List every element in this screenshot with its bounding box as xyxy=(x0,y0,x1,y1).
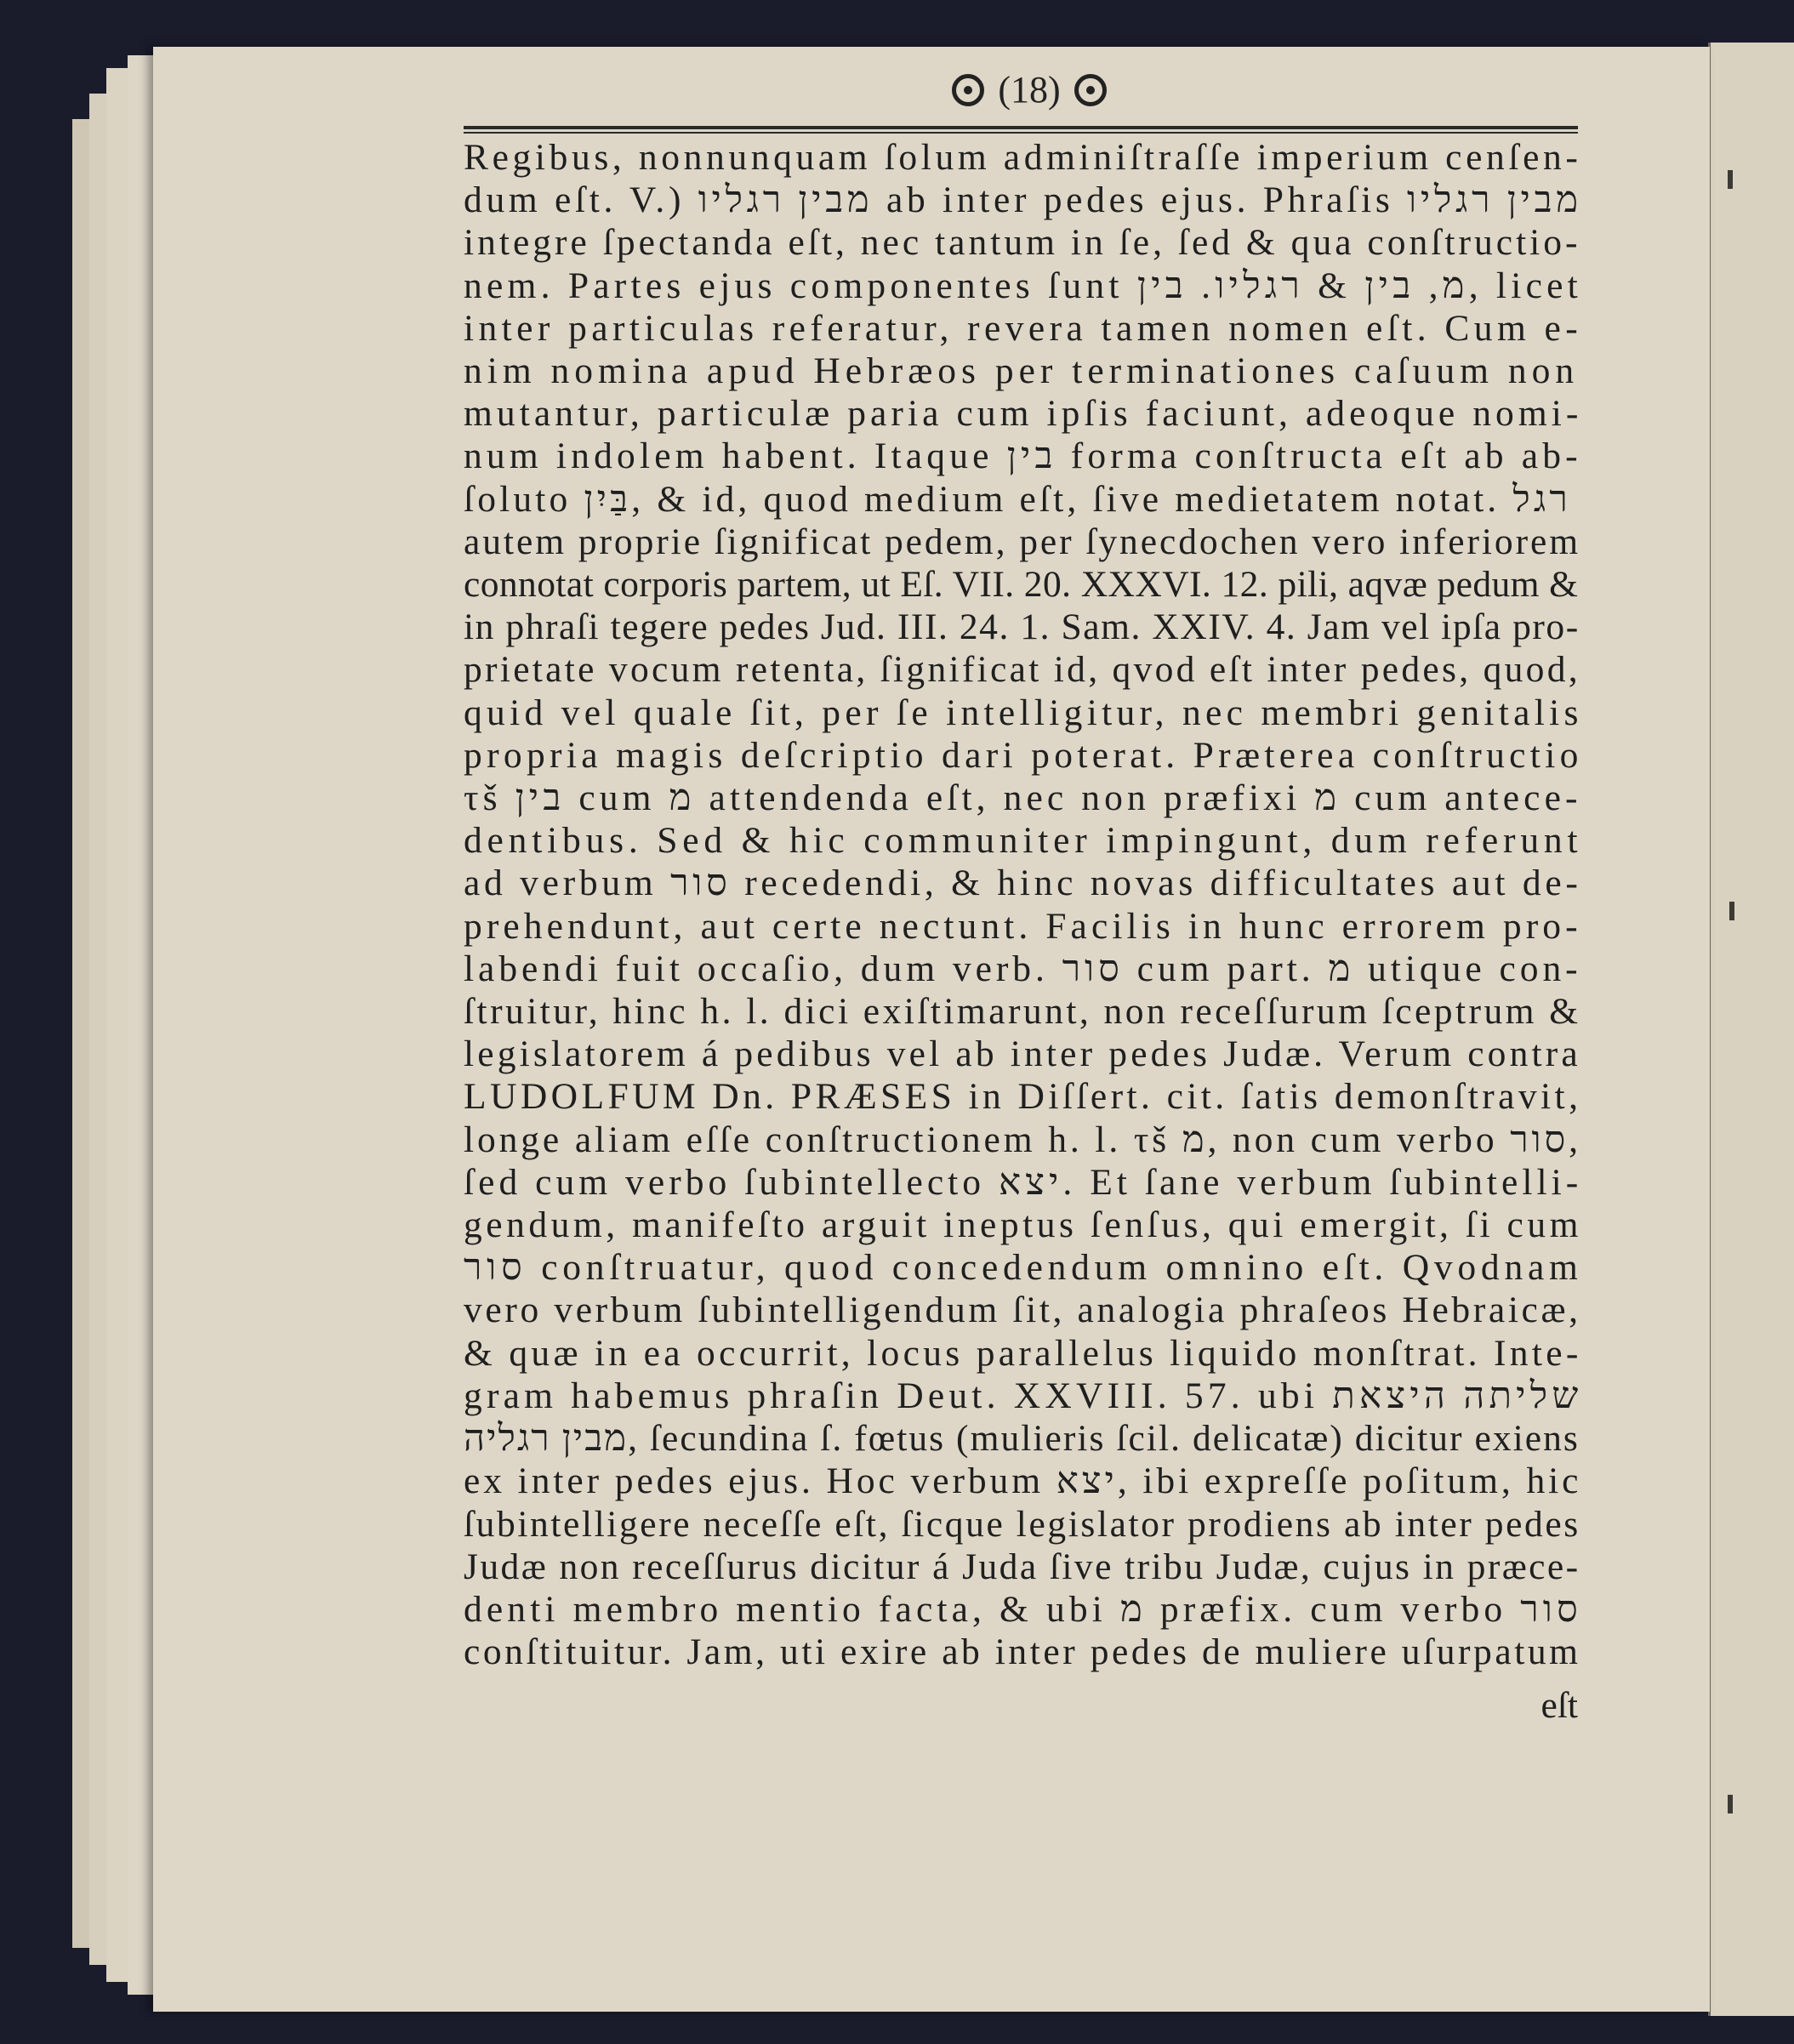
text-line: integre ſpectanda eſt, nec tantum in ſe, ſed & qua conſtructio- xyxy=(464,222,1581,264)
text-line: num indolem habent. Itaque בין forma conſtructa eſt ab ab- xyxy=(464,436,1582,477)
text-line: dum eſt. V.) מבין רגליו ab inter pedes ejus. Phraſis מבין רגליו xyxy=(464,179,1582,221)
text-line: quid vel quale ſit, per ſe intelligitur, nec membri genitalis xyxy=(464,692,1583,733)
text-line: dentibus. Sed & hic communiter impingunt, dum referunt xyxy=(464,820,1583,862)
text-line: ſoluto בַּיִן, & id, quod medium eſt, ſive medietatem notat. רגל xyxy=(464,478,1571,520)
text-line: longe aliam eſſe conſtructionem h. l. τš מ, non cum verbo סור, xyxy=(464,1119,1581,1160)
rosette-ornament-icon xyxy=(952,74,984,106)
text-line: gram habemus phraſin Deut. XXVIII. 57. ubi שליתה היצאת xyxy=(464,1375,1583,1416)
facing-page-mark xyxy=(1729,902,1734,920)
text-line: connotat corporis partem, ut Eſ. VII. 20. XXXVI. 12. pili, aqvæ pedum & xyxy=(464,564,1579,606)
text-line: Judæ non receſſurus dicitur á Juda ſive tribu Judæ, cujus in præce- xyxy=(464,1546,1580,1587)
text-line: ad verbum סור recedendi, & hinc novas difficultates aut de- xyxy=(464,863,1582,904)
text-line: vero verbum ſubintelligendum ſit, analogia phraſeos Hebraicæ, xyxy=(464,1290,1581,1331)
facing-page-edge xyxy=(1708,43,1794,2016)
text-line: ſubintelligere neceſſe eſt, ſicque legislator prodiens ab inter pedes xyxy=(464,1503,1580,1545)
catchword: eſt xyxy=(1541,1685,1578,1726)
facing-page-mark xyxy=(1728,170,1733,189)
text-line: labendi fuit occaſio, dum verb. סור cum part. מ utique con- xyxy=(464,948,1582,989)
rosette-ornament-icon xyxy=(1074,74,1107,106)
text-line: ex inter pedes ejus. Hoc verbum יצא, ibi expreſſe poſitum, hic xyxy=(464,1460,1582,1502)
text-line: LUDOLFUM Dn. PRÆSES in Diſſert. cit. ſatis demonſtravit, xyxy=(464,1076,1582,1118)
text-line: propria magis deſcriptio dari poterat. Præterea conſtructio xyxy=(464,734,1583,776)
page-header xyxy=(919,68,1140,128)
text-line: τš בין cum מ attendenda eſt, nec non præfixi מ cum antece- xyxy=(464,777,1582,819)
page-number: (18) xyxy=(998,69,1061,111)
text-line: gendum, manifeſto arguit ineptus ſenſus, qui emergit, ſi cum xyxy=(464,1204,1582,1246)
text-line: in phraſi tegere pedes Jud. III. 24. 1. Sam. XXIV. 4. Jam vel ipſa pro- xyxy=(464,606,1580,648)
text-line: denti membro mentio facta, & ubi מ præfix. cum verbo סור xyxy=(464,1588,1582,1630)
text-line: ſed cum verbo ſubintellecto יצא. Et ſane verbum ſubintelli- xyxy=(464,1161,1583,1203)
text-line: nim nomina apud Hebræos per terminationes caſuum non xyxy=(464,350,1580,392)
body-text xyxy=(464,136,1583,1673)
text-line: ſtruitur, hinc h. l. dici exiſtimarunt, non receſſurum ſceptrum & xyxy=(464,991,1581,1033)
text-line: prietate vocum retenta, ſignificat id, qvod eſt inter pedes, quod, xyxy=(464,649,1580,691)
text-line: autem proprie ſignificat pedem, per ſynecdochen vero inferiorem xyxy=(464,521,1581,562)
text-line: legislatorem á pedibus vel ab inter pedes Judæ. Verum contra xyxy=(464,1033,1581,1075)
text-line: סור conſtruatur, quod concedendum omnino eſt. Qvodnam xyxy=(464,1247,1583,1289)
text-line: inter particulas referatur, revera tamen nomen eſt. Cum e- xyxy=(464,307,1583,349)
facing-page-mark xyxy=(1728,1795,1733,1813)
text-line: mutantur, particulæ paria cum ipſis faciunt, adeoque nomi- xyxy=(464,393,1583,435)
text-line: Regibus, nonnunquam ſolum adminiſtraſſe imperium cenſen- xyxy=(464,137,1582,178)
text-line: conſtituitur. Jam, uti exire ab inter pedes de muliere uſurpatum xyxy=(464,1631,1581,1673)
text-line: & quæ in ea occurrit, locus parallelus liquido monſtrat. Inte- xyxy=(464,1332,1582,1374)
text-line: prehendunt, aut certe nectunt. Facilis in hunc errorem pro- xyxy=(464,905,1582,947)
header-rule xyxy=(464,126,1578,134)
text-line: nem. Partes ejus componentes ſunt מ, בין & רגליו. בין, licet xyxy=(464,265,1582,306)
text-line: מבין רגליה, ſecundina ſ. fœtus (mulieris ſcil. delicatæ) dicitur exiens xyxy=(464,1418,1580,1460)
